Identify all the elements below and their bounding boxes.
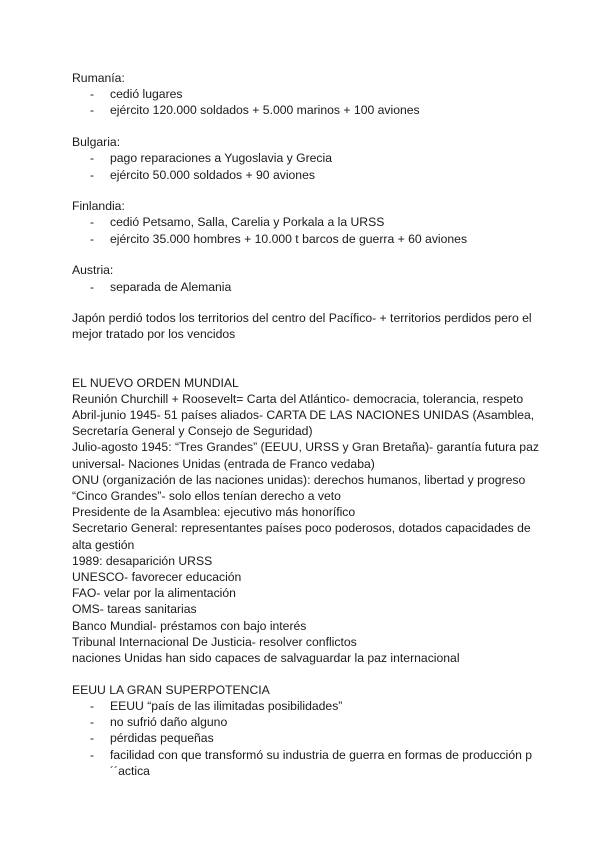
document-body xyxy=(72,70,542,779)
section-superpotencia xyxy=(72,682,542,779)
text-line: Julio-agosto 1945: “Tres Grandes” (EEUU, URSS y Gran Bretaña)- garantía futura paz universal- Naciones Unidas (entrada de Franco vedaba) xyxy=(72,440,539,471)
list-item-text: EEUU “país de las ilimitadas posibilidades” xyxy=(110,699,343,713)
list-item-text: ejército 35.000 hombres + 10.000 t barcos de guerra + 60 aviones xyxy=(110,231,468,246)
list-item-text: ejército 120.000 soldados + 5.000 marinos + 100 aviones xyxy=(110,103,420,118)
list-item-text: no sufrió daño alguno xyxy=(110,715,228,730)
list-item xyxy=(72,102,542,118)
section-title: EL NUEVO ORDEN MUNDIAL xyxy=(72,375,239,390)
country-heading: Bulgaria: xyxy=(72,135,121,150)
text-line: Abril-junio 1945- 51 países aliados- CARTA DE LAS NACIONES UNIDAS (Asamblea, Secretaría General y Consejo de Seguridad) xyxy=(72,408,535,439)
country-heading: Rumanía: xyxy=(72,71,125,85)
dash-bullet: - xyxy=(90,699,95,713)
dash-bullet: - xyxy=(90,731,95,746)
dash-bullet: - xyxy=(90,279,95,294)
dash-bullet: - xyxy=(90,715,95,730)
treaty-list xyxy=(72,150,542,182)
treaty-list xyxy=(72,214,542,246)
text-line: naciones Unidas han sido capaces de salvaguardar la paz internacional xyxy=(72,651,460,666)
text-line: UNESCO- favorecer educación xyxy=(72,570,242,585)
list-item-text: cedió lugares xyxy=(110,87,183,102)
list-item xyxy=(72,279,542,295)
list-item xyxy=(72,714,542,730)
section-orden-mundial xyxy=(72,375,542,667)
list-item xyxy=(72,214,542,230)
list-item xyxy=(72,231,542,247)
list-item xyxy=(72,86,542,102)
list-item-text: cedió Petsamo, Salla, Carelia y Porkala a la URSS xyxy=(110,215,385,230)
treaty-rumania xyxy=(72,70,542,119)
text-line: Banco Mundial- préstamos con bajo interés xyxy=(72,618,307,633)
dash-bullet: - xyxy=(90,215,95,230)
text-line: Secretario General: representantes países poco poderosos, dotados capacidades de alta gestión xyxy=(72,521,531,552)
list-item xyxy=(72,730,542,746)
text-line: “Cinco Grandes”- solo ellos tenían derecho a veto xyxy=(72,489,341,504)
superpotencia-list xyxy=(72,698,542,779)
country-heading: Finlandia: xyxy=(72,199,125,214)
dash-bullet: - xyxy=(90,151,95,166)
text-line: 1989: desaparición URSS xyxy=(72,553,213,568)
text-line: Reunión Churchill + Roosevelt= Carta del Atlántico- democracia, tolerancia, respeto xyxy=(72,391,524,406)
text-line: Presidente de la Asamblea: ejecutivo más honorífico xyxy=(72,505,356,520)
list-item xyxy=(72,698,542,714)
dash-bullet: - xyxy=(90,167,95,182)
text-line: Tribunal Internacional De Justicia- resolver conflictos xyxy=(72,634,357,649)
text-line: OMS- tareas sanitarias xyxy=(72,602,197,617)
dash-bullet: - xyxy=(90,231,95,246)
treaty-bulgaria xyxy=(72,134,542,183)
dash-bullet: - xyxy=(90,103,95,118)
list-item-text: ejército 50.000 soldados + 90 aviones xyxy=(110,167,315,182)
japan-paragraph: Japón perdió todos los territorios del centro del Pacífico- + territorios perdidos pero el mejor tratado por los vencidos xyxy=(72,311,532,342)
list-item-text: pago reparaciones a Yugoslavia y Grecia xyxy=(110,151,332,166)
treaty-finlandia xyxy=(72,198,542,247)
list-item xyxy=(72,747,542,779)
dash-bullet: - xyxy=(90,747,95,762)
section-title: EEUU LA GRAN SUPERPOTENCIA xyxy=(72,682,270,697)
dash-bullet: - xyxy=(90,87,95,102)
list-item-text: pérdidas pequeñas xyxy=(110,731,214,746)
list-item xyxy=(72,167,542,183)
treaty-list xyxy=(72,279,542,295)
text-line: ONU (organización de las naciones unidas): derechos humanos, libertad y progreso xyxy=(72,472,526,487)
text-line: FAO- velar por la alimentación xyxy=(72,586,236,601)
treaty-list xyxy=(72,86,542,118)
list-item-text: separada de Alemania xyxy=(110,279,232,294)
country-heading: Austria: xyxy=(72,263,114,278)
list-item-text: facilidad con que transformó su industria de guerra en formas de producción p´´actica xyxy=(110,747,533,778)
list-item xyxy=(72,150,542,166)
treaty-austria xyxy=(72,262,542,294)
